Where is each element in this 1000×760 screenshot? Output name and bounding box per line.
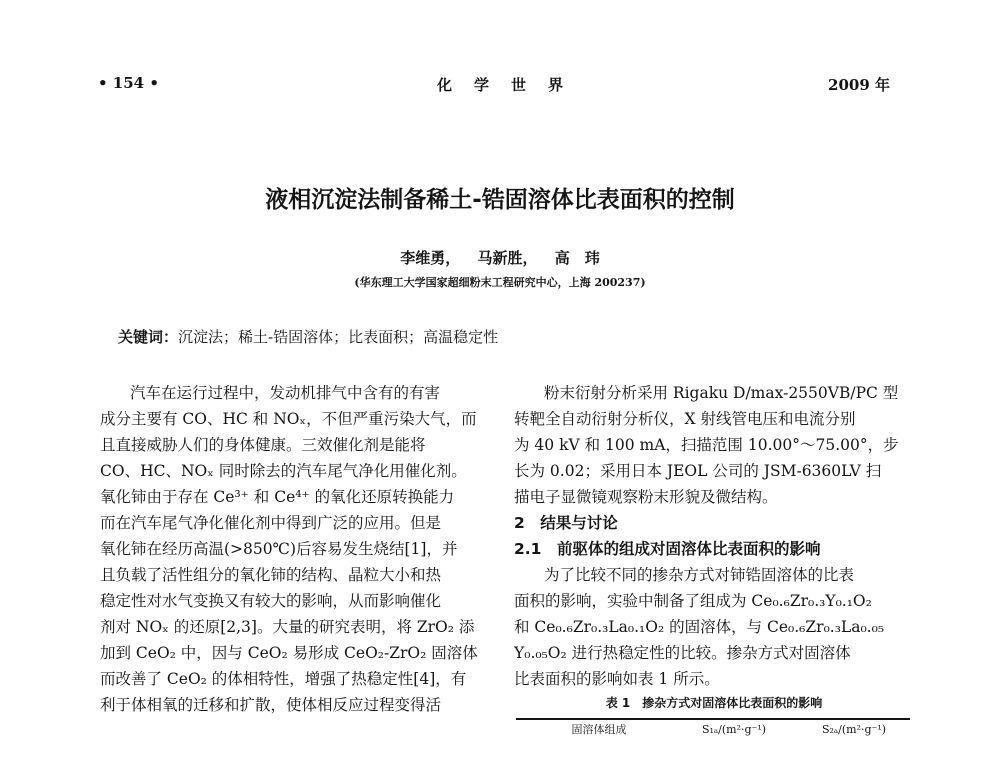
body-line: 汽车在运行过程中，发动机排气中含有的有害: [130, 384, 441, 402]
body-line: 粉末衍射分析采用 Rigaku D/max-2550VB/PC 型: [544, 384, 899, 402]
table-header-cell: 固溶体组成: [571, 723, 627, 736]
body-line: 面积的影响，实验中制备了组成为 Ce₀.₆Zr₀.₃Y₀.₁O₂: [514, 592, 872, 610]
left-column: [100, 380, 500, 718]
body-line: 稳定性对水气变换又有较大的影响，从而影响催化: [100, 592, 442, 610]
body-line: 利于体相氧的迁移和扩散，使体相反应过程变得活: [100, 696, 442, 714]
body-line: 剂对 NOₓ 的还原[2,3]。大量的研究表明，将 ZrO₂ 添: [100, 618, 475, 636]
table-header-cell: S₂ₐ/(m²·g⁻¹): [821, 723, 887, 736]
body-line: 描电子显微镜观察粉末形貌及微结构。: [514, 488, 778, 506]
paper-title: 液相沉淀法制备稀土-锆固溶体比表面积的控制: [265, 187, 735, 213]
subsection-heading: 2.1 前驱体的组成对固溶体比表面积的影响: [514, 540, 821, 558]
author-name: 高 玮: [554, 249, 600, 267]
body-line: 转靶全自动衍射分析仪，X 射线管电压和电流分别: [514, 410, 856, 428]
body-line: 成分主要有 CO、HC 和 NOₓ，不但严重污染大气，而: [100, 410, 477, 428]
keywords-label: 关键词：: [118, 328, 179, 346]
body-line: 而改善了 CeO₂ 的体相特性，增强了热稳定性[4]，有: [100, 670, 467, 688]
body-line: 且负载了活性组分的氧化铈的结构、晶粒大小和热: [100, 566, 442, 584]
table-caption: 表 1 掺杂方式对固溶体比表面积的影响: [605, 696, 823, 710]
author-name: 马新胜，: [477, 249, 538, 267]
body-line: 为了比较不同的掺杂方式对铈锆固溶体的比表: [544, 566, 855, 584]
section-heading: 2 结果与讨论: [514, 514, 618, 532]
right-column: [514, 380, 914, 740]
body-line: CO、HC、NOₓ 同时除去的汽车尾气净化用催化剂。: [100, 462, 467, 480]
body-line: 比表面积的影响如表 1 所示。: [514, 670, 720, 688]
page-number: • 154 •: [98, 74, 159, 92]
body-line: 加到 CeO₂ 中，因与 CeO₂ 易形成 CeO₂-ZrO₂ 固溶体: [100, 644, 478, 662]
body-line: 和 Ce₀.₆Zr₀.₃La₀.₁O₂ 的固溶体，与 Ce₀.₆Zr₀.₃La₀.₀₅: [514, 618, 885, 636]
journal-name: 化学世界: [436, 76, 585, 94]
body-line: 氧化铈由于存在 Ce³⁺ 和 Ce⁴⁺ 的氧化还原转换能力: [100, 488, 455, 506]
publication-year: 2009 年: [828, 76, 890, 94]
keywords-text: 沉淀法；稀土-锆固溶体；比表面积；高温稳定性: [178, 328, 499, 346]
author-list: [0, 247, 1000, 268]
table-header-cell: S₁ₐ/(m²·g⁻¹): [701, 723, 767, 736]
keywords-line: [118, 326, 498, 347]
body-line: Y₀.₀₅O₂ 进行热稳定性的比较。掺杂方式对固溶体: [514, 644, 851, 662]
body-line: 且直接威胁人们的身体健康。三效催化剂是能将: [100, 436, 426, 454]
table-header-row: [514, 720, 914, 740]
body-line: 氧化铈在经历高温(>850℃)后容易发生烧结[1]，并: [100, 540, 458, 558]
body-line: 而在汽车尾气净化催化剂中得到广泛的应用。但是: [100, 514, 442, 532]
body-line: 长为 0.02；采用日本 JEOL 公司的 JSM-6360LV 扫: [514, 462, 882, 480]
affiliation: (华东理工大学国家超细粉末工程研究中心，上海 200237): [354, 276, 646, 289]
body-line: 为 40 kV 和 100 mA，扫描范围 10.00°～75.00°，步: [514, 436, 899, 454]
author-name: 李维勇，: [400, 249, 461, 267]
